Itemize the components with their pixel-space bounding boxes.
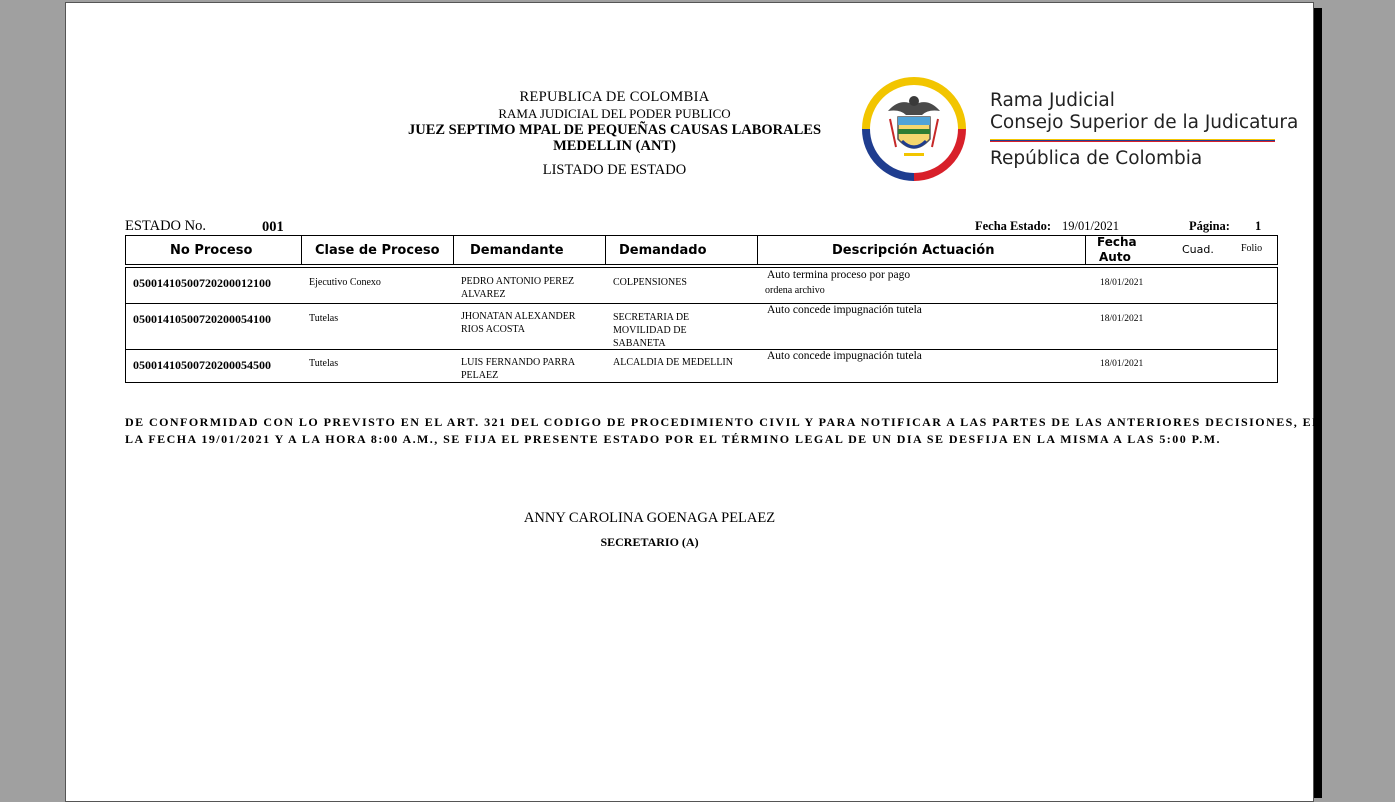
row-proceso: 05001410500720200054100 [133,312,271,326]
estado-label: ESTADO No. [125,218,207,234]
header-demandado: Demandado [619,243,707,258]
row-descripcion: Auto concede impugnación tutela [767,304,922,316]
brand-republica: República de Colombia [990,148,1203,169]
row-clase: Tutelas [309,358,339,369]
row-demandado: MOVILIDAD DE [613,325,687,336]
brand-tricolor-rule [990,139,1275,142]
header-clase: Clase de Proceso [315,243,440,258]
row-demandante: PELAEZ [461,370,499,381]
brand-rama-judicial: Rama Judicial [990,90,1115,111]
row-clase: Tutelas [309,313,339,324]
coat-of-arms-icon [852,67,976,191]
row-fecha: 18/01/2021 [1100,359,1144,369]
signatory-role: SECRETARIO (A) [600,535,699,549]
fecha-estado-label: Fecha Estado: [975,219,1052,233]
listing-title: LISTADO DE ESTADO [542,162,687,178]
row-descripcion-detail: ordena archivo [765,285,825,296]
row-demandado: SABANETA [613,338,666,349]
row-fecha: 18/01/2021 [1100,314,1144,324]
fecha-estado-value: 19/01/2021 [1062,219,1119,233]
table-row [126,303,1277,349]
row-demandante: JHONATAN ALEXANDER [461,311,576,322]
row-demandado: ALCALDIA DE MEDELLIN [613,357,733,368]
brand-consejo: Consejo Superior de la Judicatura [990,112,1299,133]
pagina-value: 1 [1255,219,1262,233]
header-folio: Folio [1241,243,1263,254]
pagina-label: Página: [1189,219,1230,233]
header-court: JUEZ SEPTIMO MPAL DE PEQUEÑAS CAUSAS LABORALES [407,122,822,138]
document-page [65,2,1323,802]
table-row [126,349,1277,382]
row-demandante: PEDRO ANTONIO PEREZ [461,276,575,287]
table-header [125,235,1278,265]
row-demandado: SECRETARIA DE [613,312,690,323]
header-descripcion: Descripción Actuación [832,243,995,258]
header-auto: Auto [1099,250,1131,264]
row-proceso: 05001410500720200054500 [133,358,271,372]
row-clase: Ejecutivo Conexo [309,277,381,288]
estado-number: 001 [262,219,284,235]
header-branch: RAMA JUDICIAL DEL PODER PUBLICO [498,106,731,121]
row-descripcion: Auto termina proceso por pago [767,269,911,281]
header-cuad: Cuad. [1182,243,1214,256]
header-country: REPUBLICA DE COLOMBIA [519,89,710,105]
row-descripcion: Auto concede impugnación tutela [767,350,922,362]
legal-notice-line-2: LA FECHA 19/01/2021 Y A LA HORA 8:00 A.M., SE FIJA EL PRESENTE ESTADO POR EL TÉRMINO LEGAL DE UN DIA SE DESFIJA EN LA MISMA A LAS 5:00 P.M. [125,432,1221,446]
row-demandado: COLPENSIONES [613,277,687,288]
table-row [126,268,1277,303]
signatory-name: ANNY CAROLINA GOENAGA PELAEZ [523,510,776,526]
legal-notice-line-1: DE CONFORMIDAD CON LO PREVISTO EN EL ART. 321 DEL CODIGO DE PROCEDIMIENTO CIVIL Y PARA NOTIFICAR A LAS PARTES DE LAS ANTERIORES DECISIONES, EN [125,415,1323,429]
row-demandante: RIOS ACOSTA [461,324,525,335]
header-city: MEDELLIN (ANT) [553,138,676,154]
header-fecha: Fecha [1097,235,1137,249]
header-demandante: Demandante [470,243,564,258]
row-proceso: 05001410500720200012100 [133,276,271,290]
row-fecha: 18/01/2021 [1100,278,1144,288]
row-demandante: ALVAREZ [461,289,506,300]
row-demandante: LUIS FERNANDO PARRA [461,357,576,368]
table-body [125,267,1278,383]
legal-notice [125,414,1323,448]
header-no-proceso: No Proceso [170,243,253,258]
